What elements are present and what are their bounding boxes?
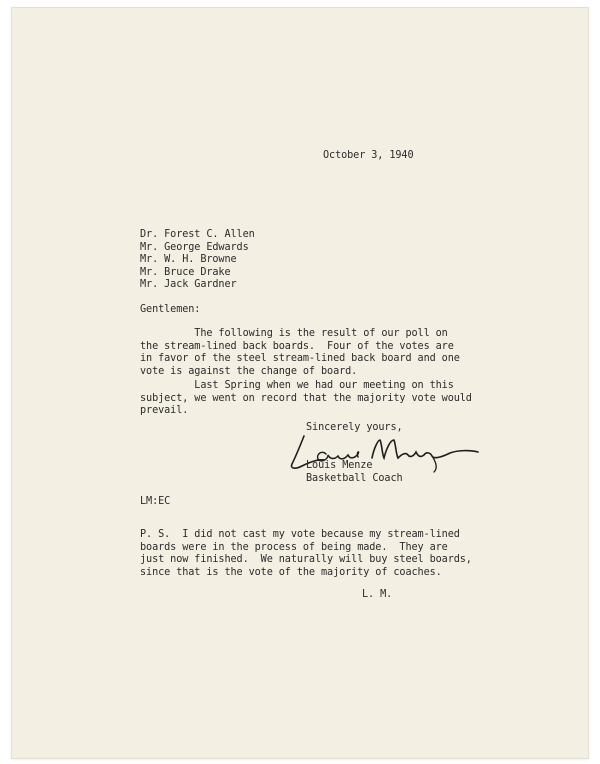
paragraph-line: The following is the result of our poll on xyxy=(140,328,448,339)
paragraph-line: in favor of the steel stream-lined back board and one xyxy=(140,353,460,365)
recipient-line: Mr. George Edwards xyxy=(140,241,249,253)
paragraph-line: Last Spring when we had our meeting on this xyxy=(140,380,454,391)
signer-title: Basketball Coach xyxy=(306,473,403,484)
letter-page xyxy=(12,8,588,758)
recipient-line: Dr. Forest C. Allen xyxy=(140,229,255,240)
closing: Sincerely yours, xyxy=(306,422,403,433)
paragraph-line: vote is against the change of board. xyxy=(140,365,358,377)
recipient-list xyxy=(140,229,255,292)
body-paragraph-majority-vote xyxy=(140,380,472,418)
signer-name: Louis Menze xyxy=(306,460,373,471)
postscript-initials: L. M. xyxy=(362,589,393,600)
paragraph-line: the stream-lined back boards. Four of the votes are xyxy=(140,340,454,352)
postscript-line: boards were in the process of being made. They are xyxy=(140,541,448,553)
salutation: Gentlemen: xyxy=(140,304,201,315)
recipient-line: Mr. W. H. Browne xyxy=(140,254,237,266)
body-paragraph-poll-result xyxy=(140,328,460,378)
postscript-line: P. S. I did not cast my vote because my stream-lined xyxy=(140,529,460,540)
letter-date: October 3, 1940 xyxy=(323,150,414,161)
postscript xyxy=(140,529,472,579)
postscript-line: since that is the vote of the majority of coaches. xyxy=(140,566,442,578)
postscript-line: just now finished. We naturally will buy steel boards, xyxy=(140,554,472,566)
paragraph-line: prevail. xyxy=(140,405,189,417)
reference-initials: LM:EC xyxy=(140,496,171,507)
paragraph-line: subject, we went on record that the majority vote would xyxy=(140,392,472,404)
recipient-line: Mr. Bruce Drake xyxy=(140,266,231,278)
recipient-line: Mr. Jack Gardner xyxy=(140,279,237,291)
